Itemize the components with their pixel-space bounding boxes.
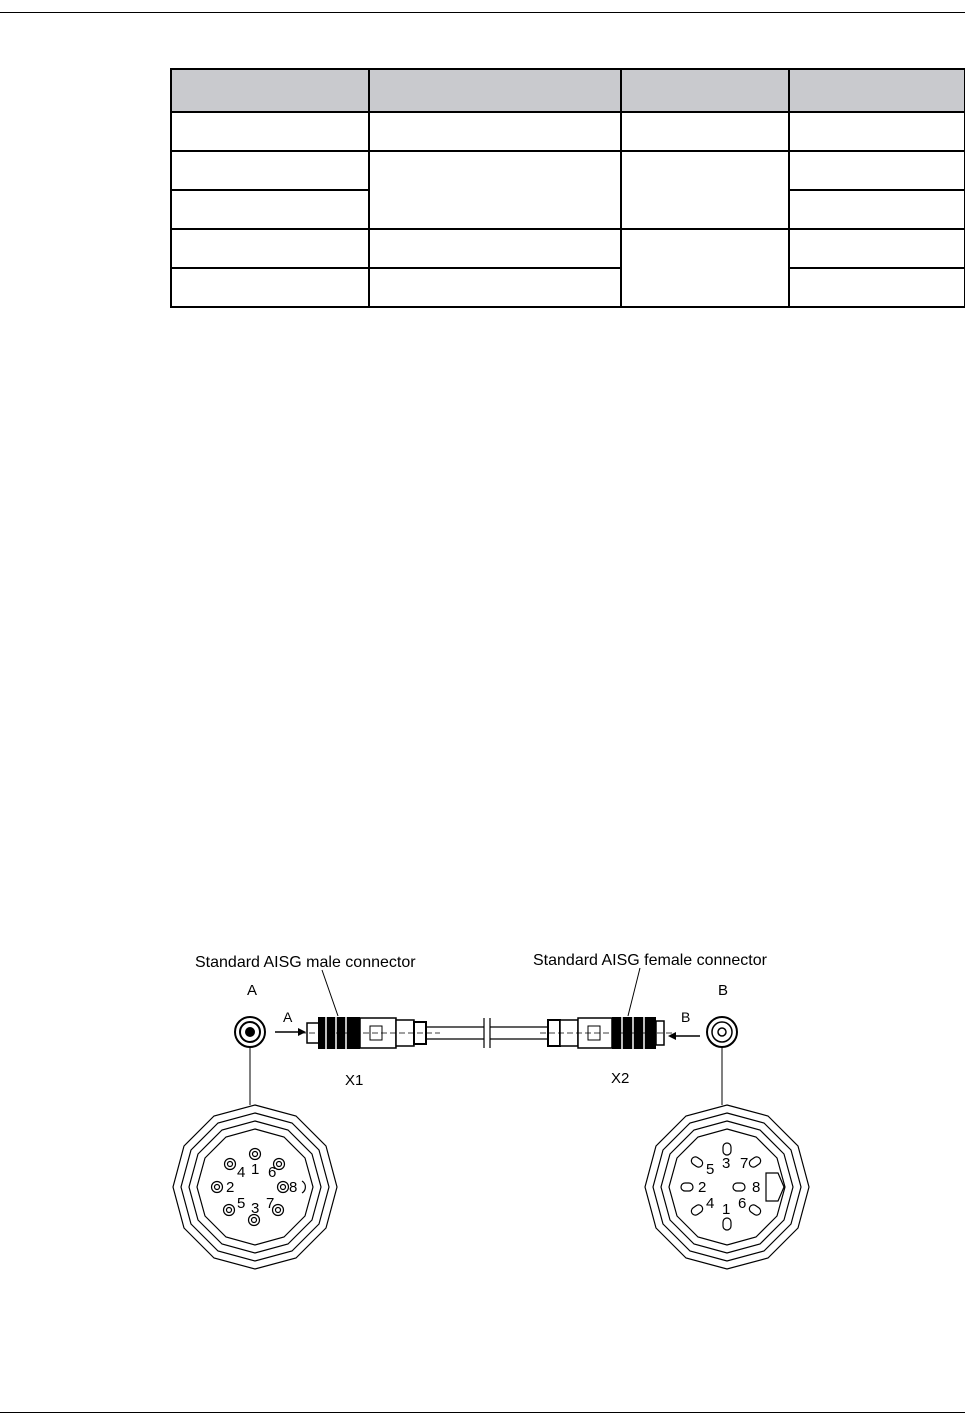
svg-text:3: 3 <box>251 1200 260 1217</box>
table-cell <box>171 268 369 307</box>
svg-text:2: 2 <box>226 1179 235 1196</box>
table-cell <box>789 190 965 229</box>
svg-text:6: 6 <box>268 1164 277 1181</box>
table-cell <box>789 151 965 190</box>
table-row <box>171 229 965 268</box>
table-cell <box>789 268 965 307</box>
svg-text:7: 7 <box>740 1155 749 1172</box>
svg-text:4: 4 <box>706 1195 715 1212</box>
table-cell <box>369 229 621 268</box>
table-row <box>171 151 965 190</box>
table-cell <box>621 112 789 151</box>
svg-text:8: 8 <box>289 1179 298 1196</box>
table-cell <box>369 112 621 151</box>
table-header-cell <box>369 69 621 112</box>
svg-text:A: A <box>283 1009 293 1025</box>
arrow-a <box>275 1009 306 1036</box>
arrow-b <box>668 1009 700 1040</box>
table-cell <box>171 190 369 229</box>
table-cell <box>621 229 789 307</box>
male-connector-label: Standard AISG male connector <box>195 954 416 971</box>
header-rule <box>0 12 965 13</box>
male-connector-face-large <box>173 1105 337 1269</box>
table-cell <box>171 112 369 151</box>
table-header-row <box>171 69 965 112</box>
table-cell <box>171 229 369 268</box>
svg-text:1: 1 <box>251 1161 260 1178</box>
table-cell <box>789 229 965 268</box>
table-row <box>171 268 965 307</box>
table-row <box>171 112 965 151</box>
table-header-cell <box>621 69 789 112</box>
cable <box>426 1018 548 1048</box>
table-cell <box>621 151 789 229</box>
svg-text:2: 2 <box>698 1179 707 1196</box>
end-a-label: A <box>247 982 258 999</box>
female-label-leader <box>628 968 640 1016</box>
x2-label: X2 <box>611 1070 630 1087</box>
male-connector-x1 <box>300 1017 440 1049</box>
table-cell <box>171 151 369 190</box>
svg-text:5: 5 <box>706 1161 715 1178</box>
male-label-leader <box>322 970 338 1016</box>
footer-rule <box>0 1412 965 1413</box>
table-header-cell <box>171 69 369 112</box>
female-connector-x2 <box>540 1017 672 1049</box>
spec-table <box>170 68 965 308</box>
svg-text:8: 8 <box>752 1179 761 1196</box>
x1-label: X1 <box>345 1072 364 1089</box>
end-b-connector-face <box>707 1017 737 1105</box>
svg-text:1: 1 <box>722 1201 731 1218</box>
aisg-cable-diagram <box>0 930 965 1290</box>
female-connector-face-large <box>645 1105 809 1269</box>
table-header-cell <box>789 69 965 112</box>
table-cell <box>789 112 965 151</box>
table-cell <box>369 268 621 307</box>
svg-text:4: 4 <box>237 1164 246 1181</box>
table-cell <box>369 151 621 229</box>
end-b-label: B <box>718 982 729 999</box>
svg-text:6: 6 <box>738 1195 747 1212</box>
svg-text:5: 5 <box>237 1195 246 1212</box>
female-connector-label: Standard AISG female connector <box>533 952 767 969</box>
svg-text:7: 7 <box>266 1195 275 1212</box>
svg-text:B: B <box>681 1009 691 1025</box>
end-a-connector-face <box>235 1017 265 1105</box>
svg-text:3: 3 <box>722 1155 731 1172</box>
